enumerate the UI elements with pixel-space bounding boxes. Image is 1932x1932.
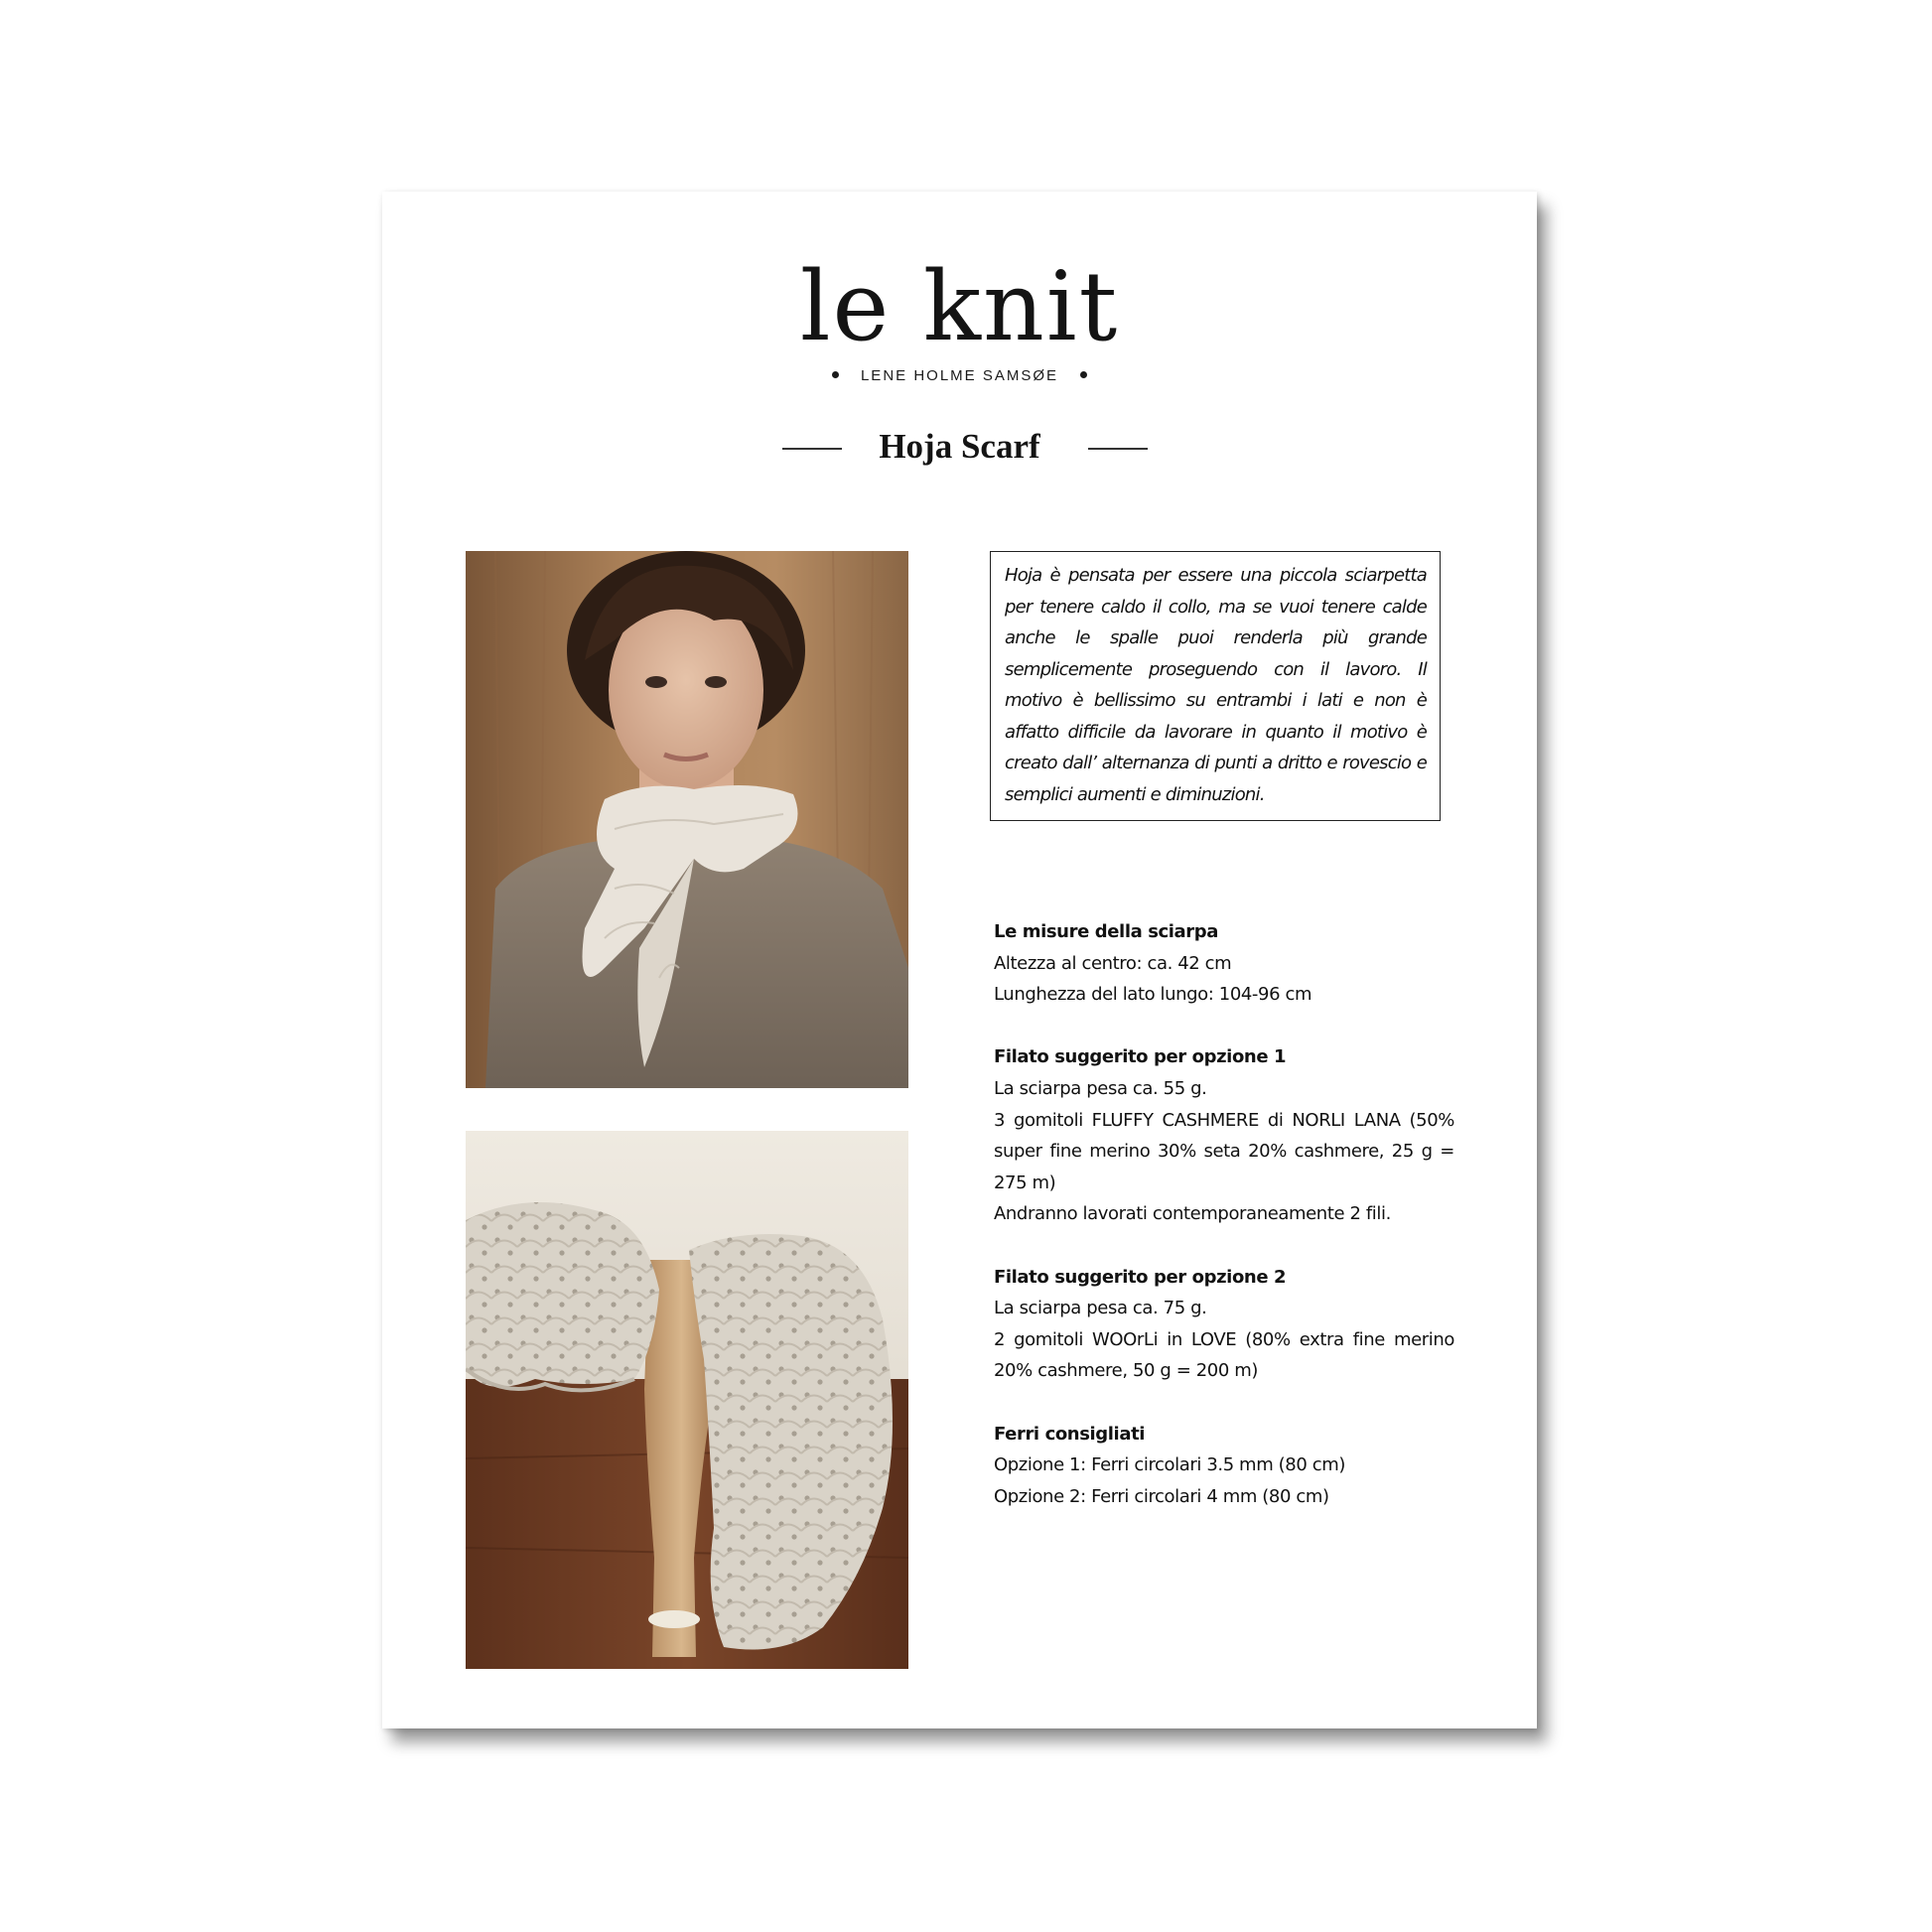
photo-model-wearing-scarf xyxy=(466,551,908,1088)
section-heading: Le misure della sciarpa xyxy=(994,921,1219,942)
page-title: Hoja Scarf xyxy=(879,427,1040,466)
section-measurements xyxy=(994,916,1454,1011)
pattern-page xyxy=(382,192,1537,1728)
spec-line: Andranno lavorati contemporaneamente 2 fili. xyxy=(994,1203,1391,1225)
section-yarn-option-1 xyxy=(994,1041,1454,1230)
spec-line: La sciarpa pesa ca. 75 g. xyxy=(994,1298,1207,1319)
spec-line: 3 gomitoli FLUFFY CASHMERE di NORLI LANA (50% super fine merino 30% seta 20% cashmere, 25 g = 275 m) xyxy=(994,1109,1454,1193)
spec-line: Opzione 1: Ferri circolari 3.5 mm (80 cm) xyxy=(994,1454,1345,1476)
pattern-specifications xyxy=(994,916,1454,1544)
spec-line: La sciarpa pesa ca. 55 g. xyxy=(994,1077,1207,1099)
brand-logo: le knit xyxy=(799,251,1120,362)
section-heading: Filato suggerito per opzione 1 xyxy=(994,1046,1287,1068)
spec-line: Altezza al centro: ca. 42 cm xyxy=(994,952,1232,974)
section-heading: Filato suggerito per opzione 2 xyxy=(994,1266,1287,1288)
bullet-dot-icon xyxy=(832,371,839,378)
photo-scarf-detail xyxy=(466,1131,908,1669)
title-row xyxy=(382,425,1537,469)
bullet-dot-icon xyxy=(1080,371,1087,378)
section-yarn-option-2 xyxy=(994,1262,1454,1387)
section-needles xyxy=(994,1419,1454,1513)
brand-byline-row xyxy=(382,367,1537,384)
spec-line: 2 gomitoli WOOrLi in LOVE (80% extra fine merino 20% cashmere, 50 g = 200 m) xyxy=(994,1328,1454,1382)
title-rule-right xyxy=(1088,448,1148,450)
brand-byline: LENE HOLME SAMSØE xyxy=(860,367,1059,384)
spec-line: Opzione 2: Ferri circolari 4 mm (80 cm) xyxy=(994,1485,1329,1507)
intro-description-box: Hoja è pensata per essere una piccola sciarpetta per tenere caldo il collo, ma se vuoi tenere calde anche le spalle puoi renderla più grande semplicemente proseguendo con il lavoro. Il motivo è bellissimo su entrambi i lati e non è affatto difficile da lavorare in quanto il motivo è creato dall’ alternanza di punti a dritto e rovescio e semplici aumenti e diminuzioni. xyxy=(990,551,1441,821)
section-heading: Ferri consigliati xyxy=(994,1423,1146,1445)
spec-line: Lunghezza del lato lungo: 104-96 cm xyxy=(994,984,1312,1006)
